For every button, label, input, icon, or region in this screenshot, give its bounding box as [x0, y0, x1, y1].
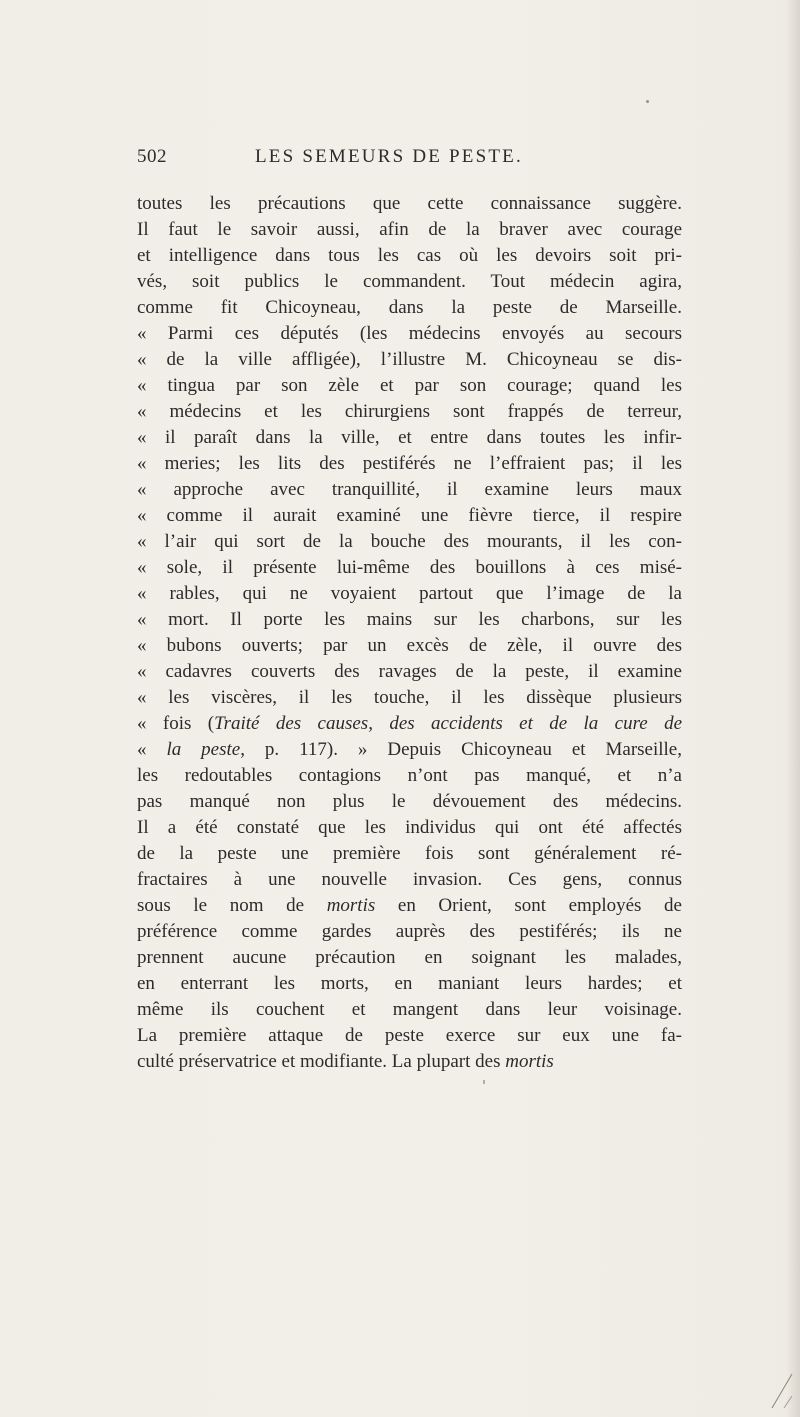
text-line: « cadavres couverts des ravages de la peste, il examine	[137, 661, 682, 682]
text-line-citation	[137, 711, 682, 737]
text-line: « Parmi ces députés (les médecins envoyés au secours	[137, 323, 682, 344]
text-line: « les viscères, il les touche, il les dissèque plusieurs	[137, 687, 682, 708]
text-line: « sole, il présente lui-même des bouillons à ces misé-	[137, 557, 682, 578]
running-title: LES SEMEURS DE PESTE.	[255, 146, 523, 167]
text-line: « rables, qui ne voyaient partout que l’image de la	[137, 583, 682, 604]
page-edge-shadow	[786, 0, 800, 1417]
text-line: « de la ville affligée), l’illustre M. Chicoyneau se dis-	[137, 349, 682, 370]
text-line: toutes les précautions que cette connaissance suggère.	[137, 193, 682, 214]
text-line: « l’air qui sort de la bouche des mourants, il les con-	[137, 531, 682, 552]
citation-title: Traité des causes, des accidents et de la cure de	[214, 713, 683, 734]
text-segment: sous le nom de	[137, 895, 327, 916]
text-line: Il faut le savoir aussi, afin de la braver avec courage	[137, 219, 682, 240]
text-line: pas manqué non plus le dévouement des médecins.	[137, 791, 682, 812]
text-line-last	[137, 1049, 682, 1075]
text-line: même ils couchent et mangent dans leur voisinage.	[137, 999, 682, 1020]
text-line: « bubons ouverts; par un excès de zèle, il ouvre des	[137, 635, 682, 656]
text-line: « médecins et les chirurgiens sont frappés de terreur,	[137, 401, 682, 422]
body-text	[137, 191, 682, 1075]
term-mortis: mortis	[505, 1051, 554, 1072]
text-segment: «	[137, 739, 167, 760]
text-line: de la peste une première fois sont généralement ré-	[137, 843, 682, 864]
text-line: et intelligence dans tous les cas où les devoirs soit pri-	[137, 245, 682, 266]
page-corner-fold-mark	[770, 1370, 794, 1410]
citation-title-end: la peste	[166, 739, 241, 760]
text-line: préférence comme gardes auprès des pestiférés; ils ne	[137, 921, 682, 942]
text-line: « meries; les lits des pestiférés ne l’effraient pas; il les	[137, 453, 682, 474]
text-segment: , p. 117). » Depuis Chicoyneau et Marseille,	[240, 739, 682, 760]
text-line: « approche avec tranquillité, il examine leurs maux	[137, 479, 682, 500]
text-line: « il paraît dans la ville, et entre dans toutes les infir-	[137, 427, 682, 448]
text-line: vés, soit publics le commandent. Tout médecin agira,	[137, 271, 682, 292]
text-line: « mort. Il porte les mains sur les charbons, sur les	[137, 609, 682, 630]
text-line: « tingua par son zèle et par son courage; quand les	[137, 375, 682, 396]
text-line: les redoutables contagions n’ont pas manqué, et n’a	[137, 765, 682, 786]
text-line: comme fit Chicoyneau, dans la peste de Marseille.	[137, 297, 682, 318]
running-head	[137, 146, 677, 176]
page-number: 502	[137, 146, 167, 167]
text-line: La première attaque de peste exerce sur eux une fa-	[137, 1025, 682, 1046]
text-segment: culté préservatrice et modifiante. La plupart des	[137, 1051, 506, 1072]
text-line-mortis	[137, 893, 682, 919]
text-line: en enterrant les morts, en maniant leurs hardes; et	[137, 973, 682, 994]
term-mortis: mortis	[326, 895, 376, 916]
text-line: « comme il aurait examiné une fièvre tierce, il respire	[137, 505, 682, 526]
text-line: Il a été constaté que les individus qui ont été affectés	[137, 817, 682, 838]
text-line: fractaires à une nouvelle invasion. Ces gens, connus	[137, 869, 682, 890]
text-segment: « fois (	[137, 713, 215, 734]
text-line-citation	[137, 737, 682, 763]
speck-mark	[483, 1080, 485, 1084]
text-line: prennent aucune précaution en soignant les malades,	[137, 947, 682, 968]
text-segment: en Orient, sont employés de	[375, 895, 682, 916]
speck-mark	[646, 100, 649, 103]
